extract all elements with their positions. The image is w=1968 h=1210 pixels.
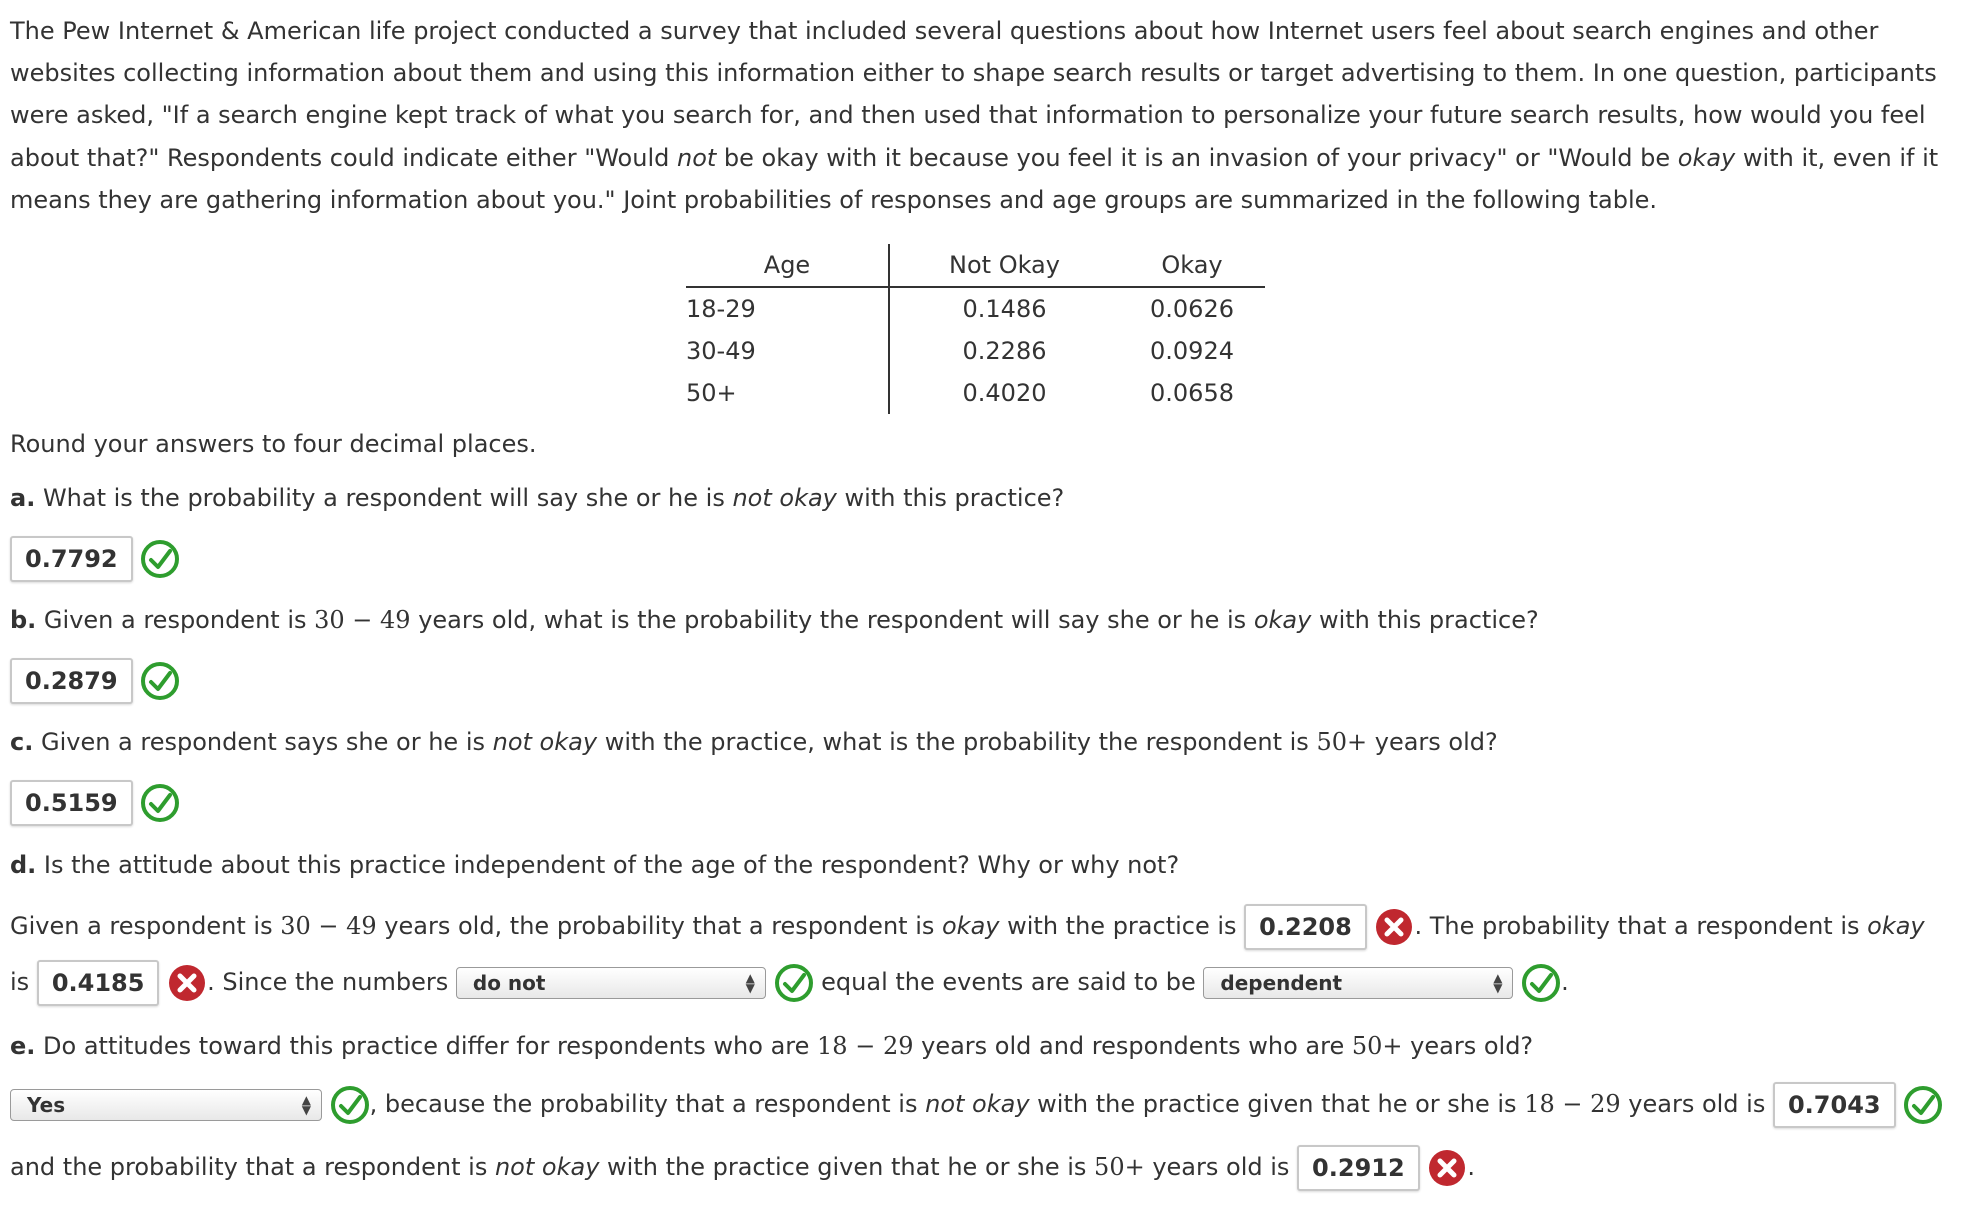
answer-text: is: [10, 968, 30, 996]
answer-d2-field[interactable]: 0.4185: [37, 960, 160, 1006]
okay-cell: 0.0924: [1150, 337, 1234, 365]
question-text: years old?: [1402, 1032, 1534, 1060]
age-cell: 18-29: [686, 287, 889, 330]
answer-text: years old is: [1620, 1090, 1766, 1118]
select-arrows-icon: ▲ ▼: [301, 1093, 311, 1117]
answer-text: .: [1467, 1153, 1475, 1181]
answer-a-row: [10, 536, 180, 582]
correct-check-icon: [140, 783, 180, 823]
question-text: years old, what is the probability the respondent will say she or he is: [410, 606, 1254, 634]
joint-probability-table: [686, 244, 1265, 414]
header-not-okay: Not Okay: [889, 244, 1119, 287]
question-b: [10, 606, 1539, 634]
math-range: 50+: [1094, 1153, 1145, 1181]
age-cell: 50+: [686, 372, 889, 414]
math-range: 50+: [1316, 728, 1368, 756]
correct-check-icon: [774, 963, 814, 1003]
equal-select[interactable]: [456, 967, 766, 999]
answer-d1-field[interactable]: 0.2208: [1244, 904, 1367, 950]
table-row: [686, 330, 1265, 372]
table-header-row: [686, 244, 1265, 287]
question-d: [10, 851, 1179, 879]
header-age: Age: [686, 244, 889, 287]
dependence-select[interactable]: [1203, 967, 1513, 999]
answer-text: Given a respondent is: [10, 912, 281, 940]
correct-check-icon: [330, 1085, 370, 1125]
question-label: d.: [10, 851, 37, 879]
answer-e1-field[interactable]: 0.7043: [1773, 1082, 1896, 1128]
age-cell: 30-49: [686, 330, 889, 372]
answer-e2-field[interactable]: 0.2912: [1297, 1145, 1420, 1191]
answer-c-field[interactable]: 0.5159: [10, 780, 133, 826]
question-label: a.: [10, 484, 36, 512]
question-label: b.: [10, 606, 37, 634]
math-range: 50+: [1351, 1032, 1403, 1060]
differ-select[interactable]: [10, 1089, 322, 1121]
select-arrows-icon: ▲ ▼: [1493, 971, 1503, 995]
question-text: Given a respondent says she or he is: [33, 728, 493, 756]
question-emphasis: okay: [1253, 606, 1312, 634]
question-a: [10, 484, 1064, 512]
correct-check-icon: [140, 661, 180, 701]
question-e: [10, 1032, 1533, 1060]
answer-text: .: [1561, 968, 1569, 996]
incorrect-x-icon: [1374, 907, 1414, 947]
incorrect-x-icon: [1427, 1148, 1467, 1188]
question-text: with this practice?: [1311, 606, 1539, 634]
select-value: dependent: [1220, 971, 1343, 995]
select-arrows-icon: ▲ ▼: [745, 971, 755, 995]
not-okay-cell: 0.4020: [962, 379, 1047, 407]
answer-text: years old, the probability that a respondent is: [376, 912, 942, 940]
okay-cell: 0.0658: [1150, 379, 1234, 407]
select-value: do not: [472, 971, 546, 995]
round-note: Round your answers to four decimal places.: [10, 430, 537, 458]
select-value: Yes: [27, 1093, 66, 1117]
question-text: with this practice?: [836, 484, 1065, 512]
question-text: Is the attitude about this practice independent of the age of the respondent? Why or why not?: [36, 851, 1180, 879]
answer-d-line-1: [10, 904, 1925, 950]
answer-emphasis: okay: [942, 912, 1000, 940]
correct-check-icon: [1521, 963, 1561, 1003]
answer-text: . Since the numbers: [207, 968, 449, 996]
intro-text: The Pew Internet & American life project conducted a survey that included several questions about how Internet users feel about search engines and other websites collecting information about them and using this information either to shape search results or target advertising to them. In one question, participants were asked, "If a search engine kept track of what you search for, and then used that information to personalize your future search results, how would you feel about that?" Respondents could indicate either "Would: [10, 17, 1937, 172]
intro-emphasis-not: not: [676, 143, 717, 172]
math-range: 18 − 29: [1524, 1090, 1621, 1118]
answer-c-row: [10, 780, 180, 826]
question-label: e.: [10, 1032, 36, 1060]
answer-text: with the practice given that he or she is: [1029, 1090, 1525, 1118]
header-okay: Okay: [1119, 244, 1265, 287]
correct-check-icon: [1903, 1085, 1943, 1125]
math-range: 18 − 29: [817, 1032, 914, 1060]
answer-text: with the practice given that he or she is: [599, 1153, 1095, 1181]
question-text: years old and respondents who are: [913, 1032, 1352, 1060]
not-okay-cell: 0.2286: [962, 337, 1047, 365]
not-okay-cell: 0.1486: [962, 295, 1047, 323]
answer-text: . The probability that a respondent is: [1414, 912, 1868, 940]
problem-intro: [10, 10, 1960, 221]
question-emphasis: not okay: [492, 728, 598, 756]
question-text: with the practice, what is the probability the respondent is: [597, 728, 1317, 756]
question-emphasis: not okay: [732, 484, 837, 512]
answer-b-row: [10, 658, 180, 704]
answer-e-line-2: [10, 1145, 1475, 1191]
question-text: Do attitudes toward this practice differ for respondents who are: [35, 1032, 818, 1060]
intro-text: with it, even if it means they are gathering information about you." Joint probabilities of responses and age groups are summarized in the following table.: [10, 143, 1939, 214]
answer-a-field[interactable]: 0.7792: [10, 536, 133, 582]
answer-text: , because the probability that a respondent is: [369, 1090, 926, 1118]
question-label: c.: [10, 728, 34, 756]
table-row: [686, 287, 1265, 330]
question-c: [10, 728, 1498, 756]
table-row: [686, 372, 1265, 414]
question-text: What is the probability a respondent will say she or he is: [35, 484, 733, 512]
correct-check-icon: [140, 539, 180, 579]
answer-emphasis: not okay: [925, 1090, 1030, 1118]
intro-emphasis-okay: okay: [1677, 143, 1736, 172]
okay-cell: 0.0626: [1150, 295, 1234, 323]
question-text: Given a respondent is: [36, 606, 315, 634]
incorrect-x-icon: [167, 963, 207, 1003]
answer-text: with the practice is: [999, 912, 1245, 940]
answer-text: years old is: [1144, 1153, 1290, 1181]
math-range: 30 − 49: [314, 606, 411, 634]
answer-emphasis: okay: [1867, 912, 1925, 940]
answer-d-line-2: [10, 960, 1569, 1006]
math-range: 30 − 49: [280, 912, 377, 940]
answer-emphasis: not okay: [494, 1153, 600, 1181]
intro-text: be okay with it because you feel it is an invasion of your privacy" or "Would be: [716, 143, 1678, 172]
answer-text: equal the events are said to be: [821, 968, 1196, 996]
answer-text: and the probability that a respondent is: [10, 1153, 495, 1181]
question-text: years old?: [1367, 728, 1498, 756]
answer-e-line-1: [10, 1082, 1943, 1128]
answer-b-field[interactable]: 0.2879: [10, 658, 133, 704]
